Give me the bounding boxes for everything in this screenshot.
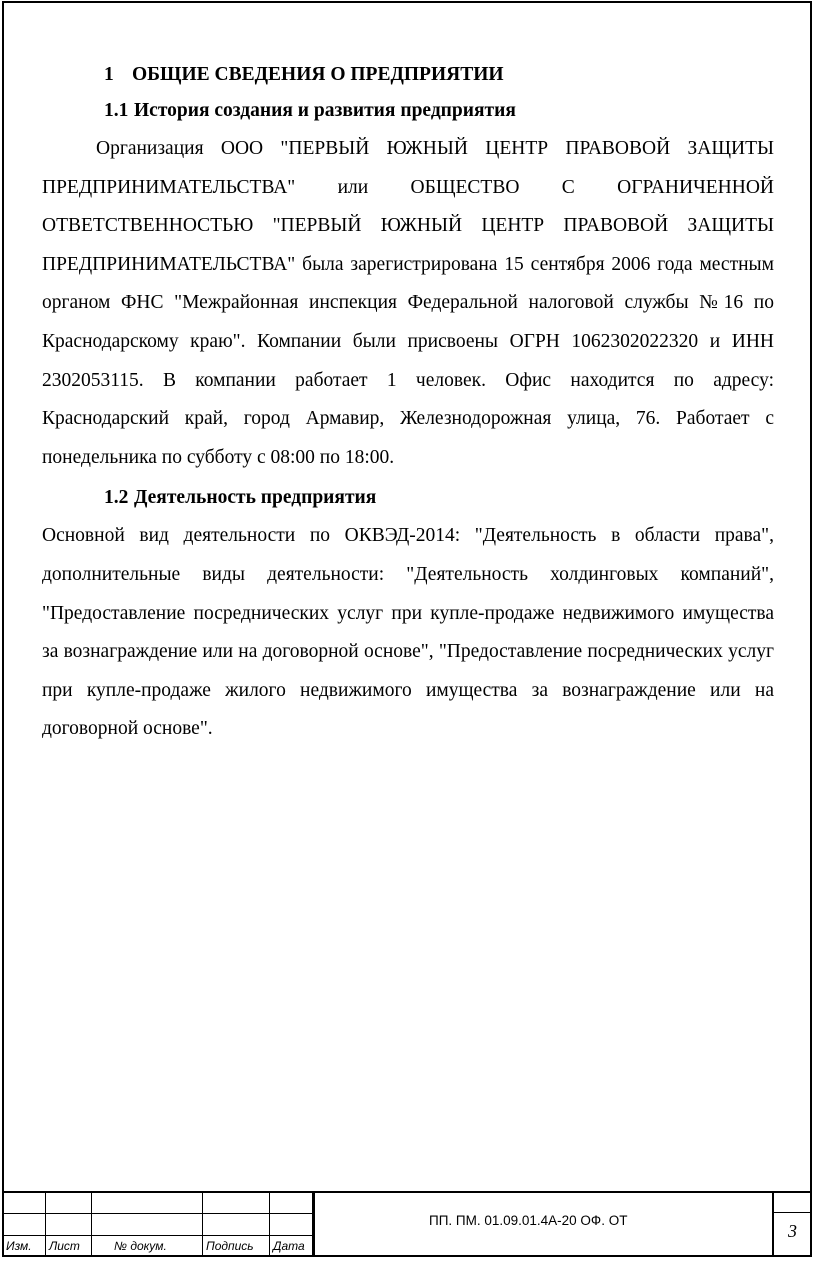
stamp-sheet-cell — [772, 1191, 812, 1257]
section-heading-1 — [42, 58, 774, 92]
sheet-label-cell — [774, 1191, 812, 1213]
document-code: ПП. ПМ. 01.09.01.4А-20 ОФ. ОТ — [429, 1213, 628, 1228]
title-block-stamp — [2, 1191, 812, 1257]
activity-paragraph: Основной вид деятельности по ОКВЭД-2014: "Деятельность в области права", дополнительные виды деятельности: "Деятельность холдинговых компаний", "Предоставление посреднических услуг при купле-продаже недвижимого имущества за вознаграждение или на договорной основе", "Предоставление посреднических услуг при купле-продаже жилого недвижимого имущества за вознаграждение или на договорной основе". — [42, 525, 774, 740]
stamp-label-izm: Изм. — [3, 1236, 46, 1257]
subsection-heading-1-1 — [42, 92, 774, 130]
sheet-number: 3 — [788, 1221, 797, 1241]
subsection-heading-1-2 — [42, 479, 774, 517]
stamp-label-data: Дата — [270, 1236, 315, 1257]
section-title: ОБЩИЕ СВЕДЕНИЯ О ПРЕДПРИЯТИИ — [132, 64, 504, 85]
stamp-label-list: Лист — [46, 1236, 92, 1257]
subsection-number: 1.2 — [104, 487, 129, 509]
history-paragraph: Организация ООО "ПЕРВЫЙ ЮЖНЫЙ ЦЕНТР ПРАВОВОЙ ЗАЩИТЫ ПРЕДПРИНИМАТЕЛЬСТВА" или ОБЩЕСТВО С ОГРАНИЧЕННОЙ ОТВЕТСТВЕННОСТЬЮ "ПЕРВЫЙ ЮЖНЫЙ ЦЕНТР ПРАВОВОЙ ЗАЩИТЫ ПРЕДПРИНИМАТЕЛЬСТВА" была зарегистрирована 15 сентября 2006 года местным органом ФНС "Межрайонная инспекция Федеральной налоговой службы №16 по Краснодарскому краю". Компании были присвоены ОГРН 1062302022320 и ИНН 2302053115. В компании работает 1 человек. Офис находится по адресу: Краснодарский край, город Армавир, Железнодорожная улица, 76. Работает с понедельника по субботу с 08:00 по 18:00. — [42, 138, 774, 468]
subsection-title: История создания и развития предприятия — [134, 100, 516, 121]
document-body — [42, 58, 774, 749]
subsection-title: Деятельность предприятия — [134, 487, 377, 509]
subsection-number: 1.1 — [104, 100, 129, 121]
section-number: 1 — [104, 64, 114, 85]
stamp-label-podpis: Подпись — [203, 1236, 270, 1257]
stamp-label-dokum: № докум. — [92, 1236, 203, 1257]
stamp-document-code — [312, 1191, 772, 1257]
stamp-revision-table — [2, 1191, 315, 1257]
